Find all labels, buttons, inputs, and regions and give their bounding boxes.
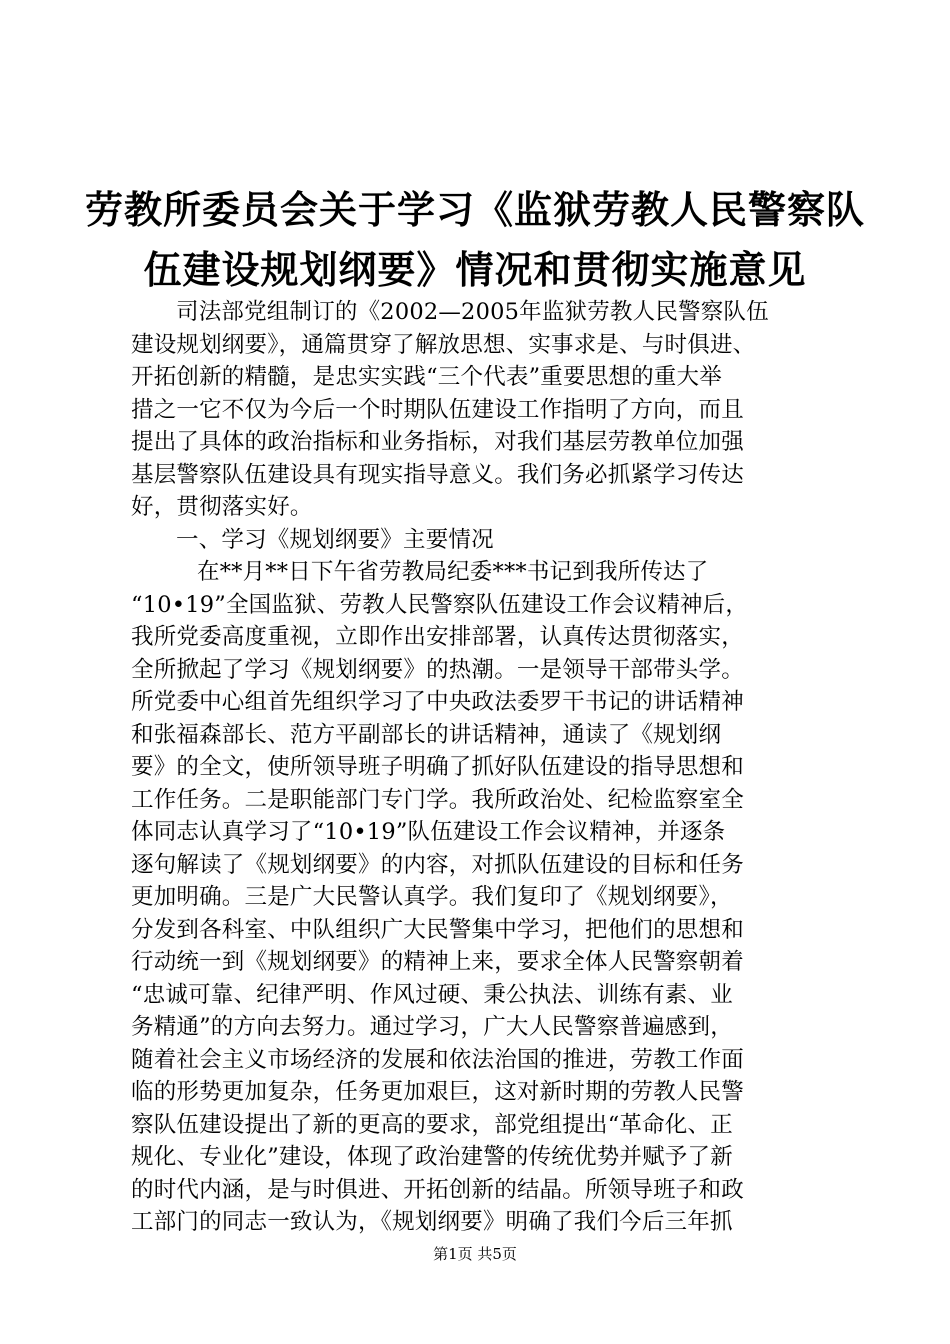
body-line: 要》的全文，使所领导班子明确了抓好队伍建设的指导思想和 <box>131 754 744 780</box>
body-line: 所党委中心组首先组织学习了中央政法委罗干书记的讲话精神 <box>131 689 744 715</box>
body-line: 基层警察队伍建设具有现实指导意义。我们务必抓紧学习传达 <box>131 461 744 488</box>
body-line: 在**月**日下午省劳教局纪委***书记到我所传达了 <box>197 559 709 585</box>
body-line: 察队伍建设提出了新的更高的要求，部党组提出“革命化、正 <box>131 1111 733 1138</box>
body-line: 我所党委高度重视，立即作出安排部署，认真传达贯彻落实， <box>131 624 744 650</box>
body-line: 工部门的同志一致认为，《规划纲要》明确了我们今后三年抓 <box>131 1209 733 1235</box>
body-line: 建设规划纲要》，通篇贯穿了解放思想、实事求是、与时俱进、 <box>131 331 756 358</box>
body-line: 的时代内涵，是与时俱进、开拓创新的结晶。所领导班子和政 <box>131 1176 744 1203</box>
body-line: 提出了具体的政治指标和业务指标，对我们基层劳教单位加强 <box>131 429 744 455</box>
document-title-line-2: 伍建设规划纲要》情况和贯彻实施意见 <box>143 247 807 292</box>
document-body <box>131 296 831 1239</box>
body-line: 行动统一到《规划纲要》的精神上来，要求全体人民警察朝着 <box>131 949 744 975</box>
body-line: 司法部党组制订的《2002—2005年监狱劳教人民警察队伍 <box>176 299 769 325</box>
document-title-line-1: 劳教所委员会关于学习《监狱劳教人民警察队 <box>84 187 865 232</box>
body-line: 临的形势更加复杂，任务更加艰巨，这对新时期的劳教人民警 <box>131 1079 744 1105</box>
body-line: “10•19”全国监狱、劳教人民警察队伍建设工作会议精神后， <box>131 591 749 618</box>
body-line: 体同志认真学习了“10•19”队伍建设工作会议精神，并逐条 <box>131 819 726 845</box>
page-number-footer: 第1页 共5页 <box>433 1245 517 1263</box>
body-line: “忠诚可靠、纪律严明、作风过硬、秉公执法、训练有素、业 <box>131 981 733 1008</box>
body-line: 工作任务。二是职能部门专门学。我所政治处、纪检监察室全 <box>131 786 744 813</box>
body-line: 务精通”的方向去努力。通过学习，广大人民警察普遍感到， <box>131 1014 733 1040</box>
body-line: 全所掀起了学习《规划纲要》的热潮。一是领导干部带头学。 <box>131 656 744 683</box>
body-line: 随着社会主义市场经济的发展和依法治国的推进，劳教工作面 <box>131 1046 744 1073</box>
body-line: 规化、专业化”建设，体现了政治建警的传统优势并赋予了新 <box>131 1144 733 1170</box>
body-line: 更加明确。三是广大民警认真学。我们复印了《规划纲要》， <box>131 884 733 910</box>
body-line: 逐句解读了《规划纲要》的内容，对抓队伍建设的目标和任务 <box>131 851 744 878</box>
body-line: 好，贯彻落实好。 <box>131 494 313 520</box>
section-heading: 一、学习《规划纲要》主要情况 <box>176 526 494 553</box>
body-line: 措之一它不仅为今后一个时期队伍建设工作指明了方向，而且 <box>131 396 744 423</box>
body-line: 和张福森部长、范方平副部长的讲话精神，通读了《规划纲 <box>131 721 722 748</box>
body-line: 开拓创新的精髓，是忠实实践“三个代表”重要思想的重大举 <box>131 364 722 390</box>
body-line: 分发到各科室、中队组织广大民警集中学习，把他们的思想和 <box>131 916 744 943</box>
